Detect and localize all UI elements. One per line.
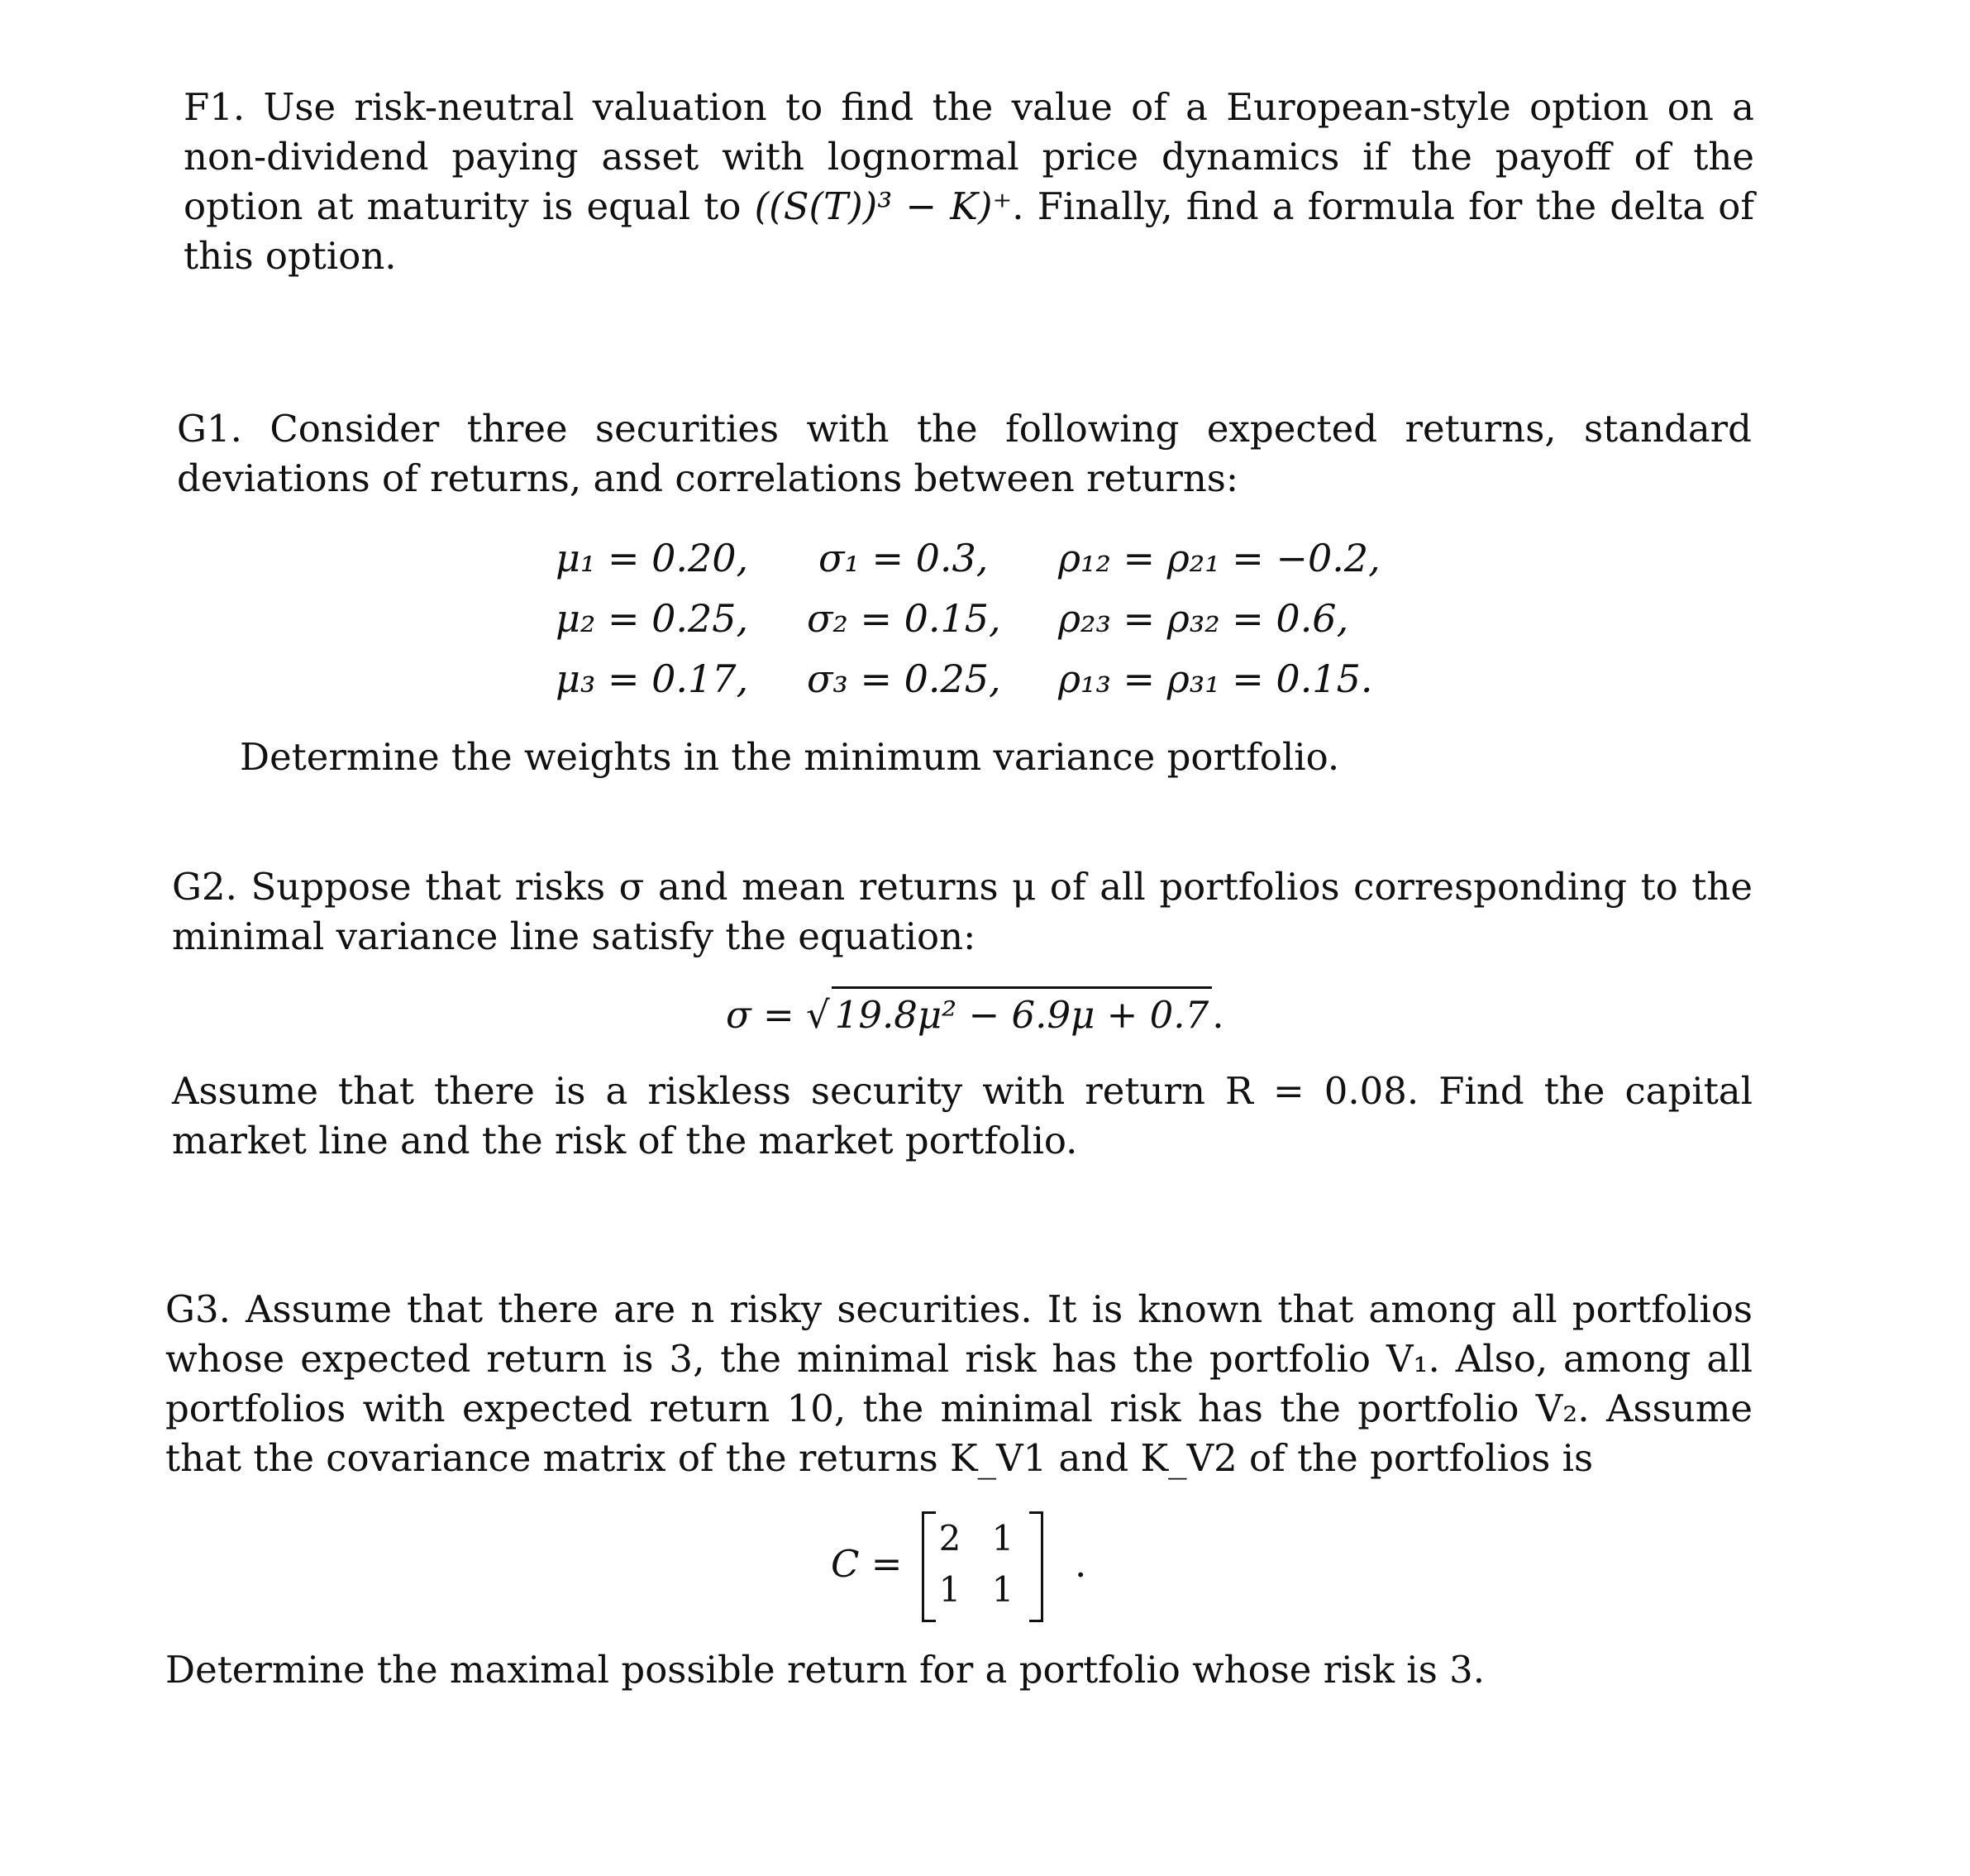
matrix-cell-22: 1 xyxy=(991,1569,1014,1610)
sigma-1: σ₁ = 0.3, xyxy=(818,536,989,580)
problem-g3-intro-text: Assume that there are n risky securities. It is known that among all portfolios whose expected return is 3, the minimal risk has the portfolio V₁. Also, among all portfolios with expected return 10, the minimal risk has the portfolio V₂. Assume that the covariance matrix of the returns K_V1 and K_V2 of the portfolios is xyxy=(165,1287,1753,1480)
rho-23: ρ₂₃ = ρ₃₂ = 0.6, xyxy=(1058,596,1349,641)
problem-g2 xyxy=(172,862,1753,962)
mu-1: μ₁ = 0.20, xyxy=(556,536,749,580)
problem-g2-intro xyxy=(172,862,1753,962)
radical-sign-icon: √ xyxy=(806,993,830,1037)
problem-f1-text-b: . Finally, find a formula for the delta of this option. xyxy=(184,184,1754,278)
matrix-end: . xyxy=(1075,1542,1087,1586)
matrix-cell-11: 2 xyxy=(938,1518,961,1559)
problem-g1-question-text: Determine the weights in the minimum variance portfolio. xyxy=(240,735,1340,779)
rho-12: ρ₁₂ = ρ₂₁ = −0.2, xyxy=(1058,536,1381,580)
problem-g2-question-text: Assume that there is a riskless security with return R = 0.08. Find the capital market line and the risk of the market portfolio. xyxy=(172,1069,1753,1162)
parameter-row-1 xyxy=(0,533,1970,583)
mu-2: μ₂ = 0.25, xyxy=(556,596,749,641)
problem-g1-intro-text: Consider three securities with the following expected returns, standard deviations of returns, and correlations between returns: xyxy=(177,407,1752,500)
matrix-cell-21: 1 xyxy=(938,1569,961,1610)
parameter-row-3 xyxy=(0,654,1970,704)
matrix-lhs: C = xyxy=(831,1542,903,1586)
problem-g3 xyxy=(165,1285,1753,1483)
square-root xyxy=(806,986,1212,1040)
sigma-3: σ₃ = 0.25, xyxy=(807,656,1001,701)
problem-g1-question xyxy=(240,733,1645,782)
problem-g3-question-text: Determine the maximal possible return for a portfolio whose risk is 3. xyxy=(165,1648,1486,1692)
problem-f1 xyxy=(184,83,1754,281)
problem-g3-question xyxy=(165,1645,1736,1695)
rho-13: ρ₁₃ = ρ₃₁ = 0.15. xyxy=(1058,656,1373,701)
right-bracket-icon xyxy=(1029,1511,1043,1622)
problem-g1 xyxy=(177,404,1752,504)
problem-g2-question xyxy=(172,1067,1753,1166)
problem-g1-label: G1. xyxy=(177,407,242,451)
equation-radicand: 19.8μ² − 6.9μ + 0.7 xyxy=(832,986,1212,1040)
matrix-cell-12: 1 xyxy=(991,1518,1014,1559)
equation-end: . xyxy=(1212,993,1224,1037)
problem-f1-text-a: Use risk-neutral valuation to find the value of a European-style option on a non-dividend paying asset with lognormal price dynamics if the payoff of the option at maturity is equal to xyxy=(184,85,1754,228)
sigma-2: σ₂ = 0.15, xyxy=(807,596,1001,641)
problem-g1-intro xyxy=(177,404,1752,504)
parameter-row-2 xyxy=(0,594,1970,643)
problem-g2-intro-text: Suppose that risks σ and mean returns μ of all portfolios corresponding to the minimal variance line satisfy the equation: xyxy=(172,865,1753,958)
problem-g2-label: G2. xyxy=(172,865,237,909)
problem-f1-payoff: ((S(T))³ − K)⁺ xyxy=(754,184,1013,228)
mu-3: μ₃ = 0.17, xyxy=(556,656,749,701)
matrix-body xyxy=(922,1508,1087,1624)
problem-g2-equation xyxy=(726,986,1224,1040)
problem-g3-intro xyxy=(165,1285,1753,1483)
problem-f1-label: F1. xyxy=(184,85,246,129)
equation-lhs: σ = xyxy=(726,993,807,1037)
problem-f1-text xyxy=(184,83,1754,281)
problem-g3-label: G3. xyxy=(165,1287,231,1331)
